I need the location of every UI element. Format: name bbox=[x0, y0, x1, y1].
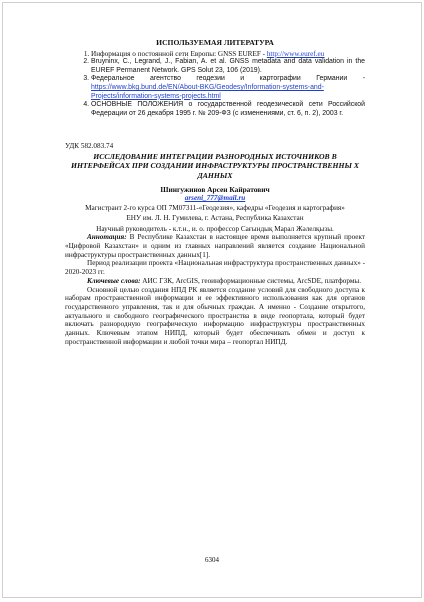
scientific-adviser: Научный руководитель - к.т.н., и. о. профессор Сағындық Марал Жәлелқызы. bbox=[96, 224, 334, 233]
author-email bbox=[65, 194, 365, 203]
article-title: ИССЛЕДОВАНИЕ ИНТЕГРАЦИИ РАЗНОРОДНЫХ ИСТОЧНИКОВ В ИНТЕРФЕЙСАХ ПРИ СОЗДАНИИ ИНФРАСТРУКТУРЫ ПРОСТРАНСТВЕННЫ Х ДАННЫХ bbox=[70, 152, 360, 180]
page-content bbox=[65, 39, 365, 346]
reference-text: Информация о постоянной сети Европы: GNSS EUREF - bbox=[91, 49, 267, 58]
page-number: 6304 bbox=[205, 556, 219, 564]
udc-code: УДК 582.083.74 bbox=[65, 142, 114, 151]
period-paragraph: Период реализации проекта «Национальная инфраструктура пространственных данных» - 2020-2023 гг. bbox=[65, 259, 365, 277]
keywords-text: АИС ГЗК, ArcGIS, геоинформационные системы, ArcSDE, платформы. bbox=[140, 276, 362, 285]
reference-item bbox=[91, 101, 365, 118]
references-list bbox=[65, 50, 365, 119]
document-page bbox=[2, 2, 422, 598]
author-university: ЕНУ им. Л. Н. Гумилева, г. Астана, Республика Казахстан bbox=[126, 213, 304, 222]
author-email-link[interactable]: arseni_777@mail.ru bbox=[184, 194, 246, 203]
abstract-label: Аннотация: bbox=[87, 233, 127, 242]
reference-item bbox=[91, 75, 365, 101]
body-paragraph: Основной целью создания НПД РК является создание условий для свободного доступа к наборам пространственной информации и ее эффективного использования как для органов государственного управления, так и для обычных граждан. А именно - Создание открытого, актуального и свободного географического пространства в виде геопортала, который будет включать разнородную географическую информацию инфраструктуры пространственных данных. Ключевым этапом НИПД, который будет обеспечивать обмен и доступ к пространственной информации и любой точки мира – геопортал НИПД. bbox=[65, 285, 365, 346]
abstract-paragraph bbox=[65, 233, 365, 259]
keywords-paragraph bbox=[65, 277, 365, 286]
reference-item bbox=[91, 50, 365, 59]
references-heading: ИСПОЛЬЗУЕМАЯ ЛИТЕРАТУРА bbox=[156, 38, 274, 47]
reference-item bbox=[91, 58, 365, 75]
author-name: Шингужинов Арсен Кайратович bbox=[160, 184, 270, 194]
reference-text: Bruyninx, C., Legrand, J., Fabian, A. et al. GNSS metadata and data validation in the EUREF Permanent Network. GPS Solut 23, 106 (2019). bbox=[91, 58, 365, 74]
abstract-text: В Республике Казахстан в настоящее время выполняется крупный проект «Цифровой Казахстан» и одним из главных направлений является создание Национальной инфраструктуры пространственных данных[1]. bbox=[65, 233, 365, 259]
reference-text: Федеральное агентство геодезии и картографии Германии - bbox=[91, 75, 365, 83]
reference-text: ОСНОВНЫЕ ПОЛОЖЕНИЯ о государственной геодезической сети Российской Федерации от 26 декабря 1995 г. № 209-ФЗ (с изменениями, ст. 6, п. 2), 2003 г. bbox=[91, 101, 365, 117]
author-affiliation: Магистрант 2-го курса ОП 7М07311-«Геодезия», кафедры «Геодезия и картография» bbox=[85, 204, 345, 213]
reference-link[interactable]: http://www.euref.eu bbox=[266, 49, 325, 58]
keywords-label: Ключевые слова: bbox=[87, 276, 141, 285]
reference-link[interactable]: https://www.bkg.bund.de/EN/About-BKG/Geodesy/Information-systems-and-Projects/information-systems-projects.html bbox=[91, 84, 324, 100]
